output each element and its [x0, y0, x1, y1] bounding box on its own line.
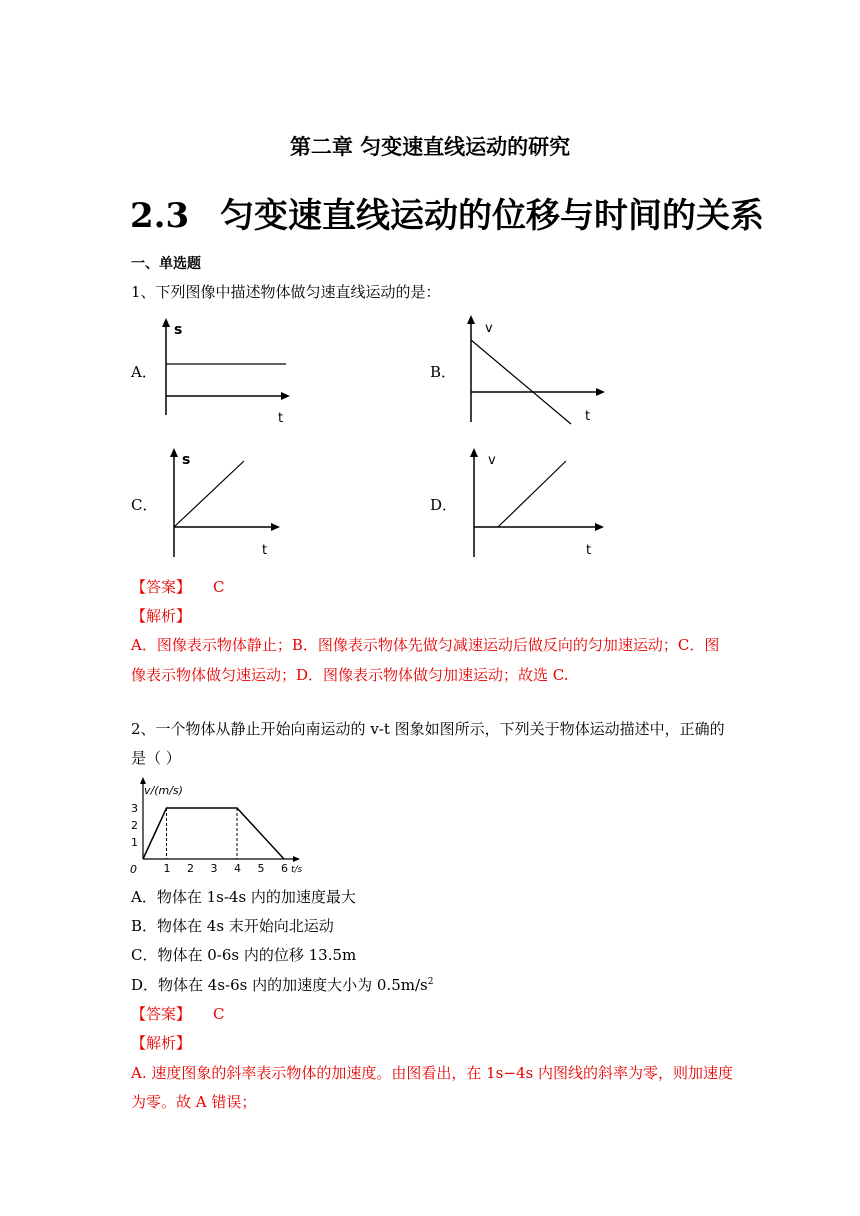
q2-option-a: A．物体在 1s-4s 内的加速度最大 [131, 888, 356, 906]
graph-a-y-label: s [174, 322, 183, 338]
graph-b-x-label: t [585, 409, 591, 424]
section-number: 2.3 [130, 196, 190, 236]
q1-graph-a [150, 315, 300, 425]
q1-option-c-label: C． [131, 496, 158, 514]
graph-d-y-label: v [488, 453, 496, 468]
q1-graph-b [455, 312, 615, 427]
vt-y-label: v/(m/s) [144, 784, 183, 797]
graph-d-x-label: t [586, 543, 592, 558]
single-choice-heading: 一、单选题 [131, 256, 201, 272]
section-title: 匀变速直线运动的位移与时间的关系 [220, 196, 764, 236]
graph-b-y-label: v [485, 321, 493, 336]
chapter-title: 第二章 匀变速直线运动的研究 [289, 134, 571, 159]
vt-x-tick-1: 1 [163, 862, 171, 875]
q2-stem-line1: 2、一个物体从静止开始向南运动的 v-t 图象如图所示，下列关于物体运动描述中，正确的 [131, 720, 725, 738]
q1-stem: 1、下列图像中描述物体做匀速直线运动的是： [131, 283, 441, 301]
graph-c-x-label: t [262, 543, 268, 558]
q2-stem-line2: 是（ ） [131, 749, 181, 767]
q2-option-c: C．物体在 0-6s 内的位移 13.5m [131, 946, 357, 964]
graph-a-x-label: t [278, 411, 284, 425]
q1-option-d-label: D． [430, 496, 458, 514]
q1-analysis-line1: A．图像表示物体静止；B．图像表示物体先做匀减速运动后做反向的匀加速运动；C．图 [131, 636, 720, 654]
q2-option-d [131, 974, 433, 995]
q2-option-b: B．物体在 4s 末开始向北运动 [131, 917, 334, 935]
vt-y-tick-2: 2 [131, 819, 138, 832]
vt-x-tick-3: 3 [210, 862, 218, 875]
q2-vt-graph [128, 775, 308, 880]
vt-y-tick-1: 1 [131, 836, 138, 849]
q1-option-a-label: A． [131, 363, 157, 381]
q2-answer [131, 1003, 225, 1024]
q2-analysis-line2: 为零。故 A 错误； [131, 1093, 257, 1111]
q2-analysis-line1: A. 速度图象的斜率表示物体的加速度。由图看出，在 1s−4s 内图线的斜率为零，则加速度 [131, 1064, 733, 1082]
q2-answer-value: C [213, 1005, 225, 1023]
vt-origin: 0 [130, 863, 137, 876]
q2-option-d-text: D．物体在 4s-6s 内的加速度大小为 0.5m/s [131, 976, 428, 994]
q2-analysis-label: 【解析】 [131, 1034, 192, 1052]
vt-y-tick-3: 3 [131, 802, 138, 815]
vt-x-tick-2: 2 [187, 862, 194, 875]
vt-x-label: t/s [291, 865, 303, 875]
q1-answer-label: 【答案】 [131, 578, 192, 596]
q1-analysis-label: 【解析】 [131, 607, 192, 625]
q1-analysis-line2: 像表示物体做匀速运动；D．图像表示物体做匀加速运动；故选 C. [131, 666, 569, 684]
vt-x-tick-5: 5 [257, 862, 265, 875]
q1-answer [131, 576, 225, 597]
q2-answer-label: 【答案】 [131, 1005, 192, 1023]
q1-answer-value: C [213, 578, 225, 596]
vt-x-tick-6: 6 [281, 862, 288, 875]
q1-graph-d [460, 445, 610, 560]
graph-c-y-label: s [182, 452, 191, 468]
vt-series-line [143, 808, 284, 859]
q2-option-d-sup: 2 [427, 977, 434, 987]
vt-x-tick-4: 4 [234, 862, 241, 875]
section-heading [130, 188, 764, 237]
q1-option-b-label: B． [430, 363, 457, 381]
q1-graph-c [160, 445, 290, 560]
